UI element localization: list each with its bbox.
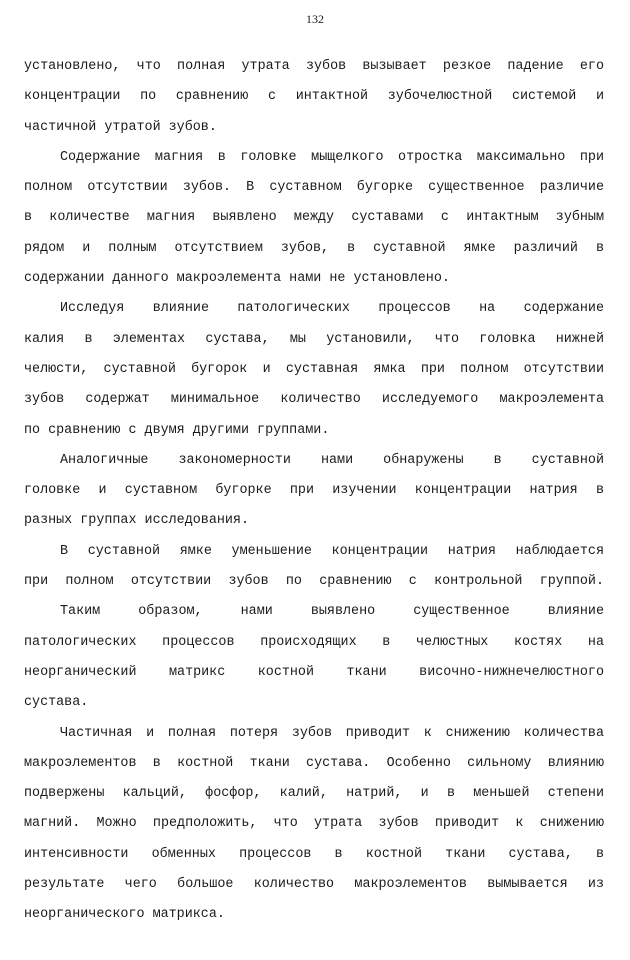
text-line: сустава. (24, 695, 89, 711)
paragraph-7 (24, 719, 604, 931)
text-line: частичной утратой зубов. (24, 119, 217, 135)
text-line: разных группах исследования. (24, 513, 249, 529)
paragraph-2 (24, 143, 604, 294)
paragraph-4 (24, 446, 604, 537)
text-line: результате чего большое количество макроэлементов вымывается из (24, 877, 604, 893)
text-line: неорганический матрикс костной ткани височно-нижнечелюстного (24, 664, 604, 680)
text-line: калия в элементах сустава, мы установили, что головка нижней (24, 331, 604, 347)
page-number: 132 (306, 12, 324, 26)
text-line: по сравнению с двумя другими группами. (24, 422, 330, 438)
text-line: установлено, что полная утрата зубов вызывает резкое падение его (24, 59, 604, 74)
text-line: Частичная и полная потеря зубов приводит к снижению количества (60, 725, 604, 741)
text-line: полном отсутствии зубов. В суставном бугорке существенное различие (24, 180, 604, 196)
paragraph-3 (24, 294, 604, 445)
text-line: магний. Можно предположить, что утрата зубов приводит к снижению (24, 816, 604, 832)
text-line: подвержены кальций, фосфор, калий, натрий, и в меньшей степени (24, 786, 604, 802)
paragraph-6 (24, 597, 604, 718)
text-line: зубов содержат минимальное количество исследуемого макроэлемента (24, 392, 604, 408)
paragraph-5 (24, 537, 604, 598)
text-line: Исследуя влияние патологических процессов на содержание (60, 301, 604, 317)
text-line: макроэлементов в костной ткани сустава. Особенно сильному влиянию (24, 755, 604, 771)
text-line: головке и суставном бугорке при изучении концентрации натрия в (24, 483, 604, 499)
text-line: Содержание магния в головке мыщелкого отростка максимально при (60, 149, 604, 165)
text-line: неорганического матрикса. (24, 907, 225, 923)
text-line: при полном отсутствии зубов по сравнению с контрольной группой. (24, 574, 604, 590)
text-line: В суставной ямке уменьшение концентрации натрия наблюдается (60, 543, 604, 559)
text-line: в количестве магния выявлено между суставами с интактным зубным (24, 210, 604, 226)
text-line: концентрации по сравнению с интактной зубочелюстной системой и (24, 89, 604, 105)
paragraph-1 (24, 52, 604, 143)
text-line: интенсивности обменных процессов в костной ткани сустава, в (24, 846, 604, 862)
text-line: челюсти, суставной бугорок и суставная ямка при полном отсутствии (24, 361, 604, 377)
text-line: Аналогичные закономерности нами обнаружены в суставной (60, 452, 604, 468)
text-line: патологических процессов происходящих в челюстных костях на (24, 634, 604, 650)
document-body (24, 52, 604, 931)
text-line: Таким образом, нами выявлено существенное влияние (60, 604, 604, 620)
text-line: рядом и полным отсутствием зубов, в суставной ямке различий в (24, 240, 604, 256)
text-line: содержании данного макроэлемента нами не установлено. (24, 271, 450, 287)
